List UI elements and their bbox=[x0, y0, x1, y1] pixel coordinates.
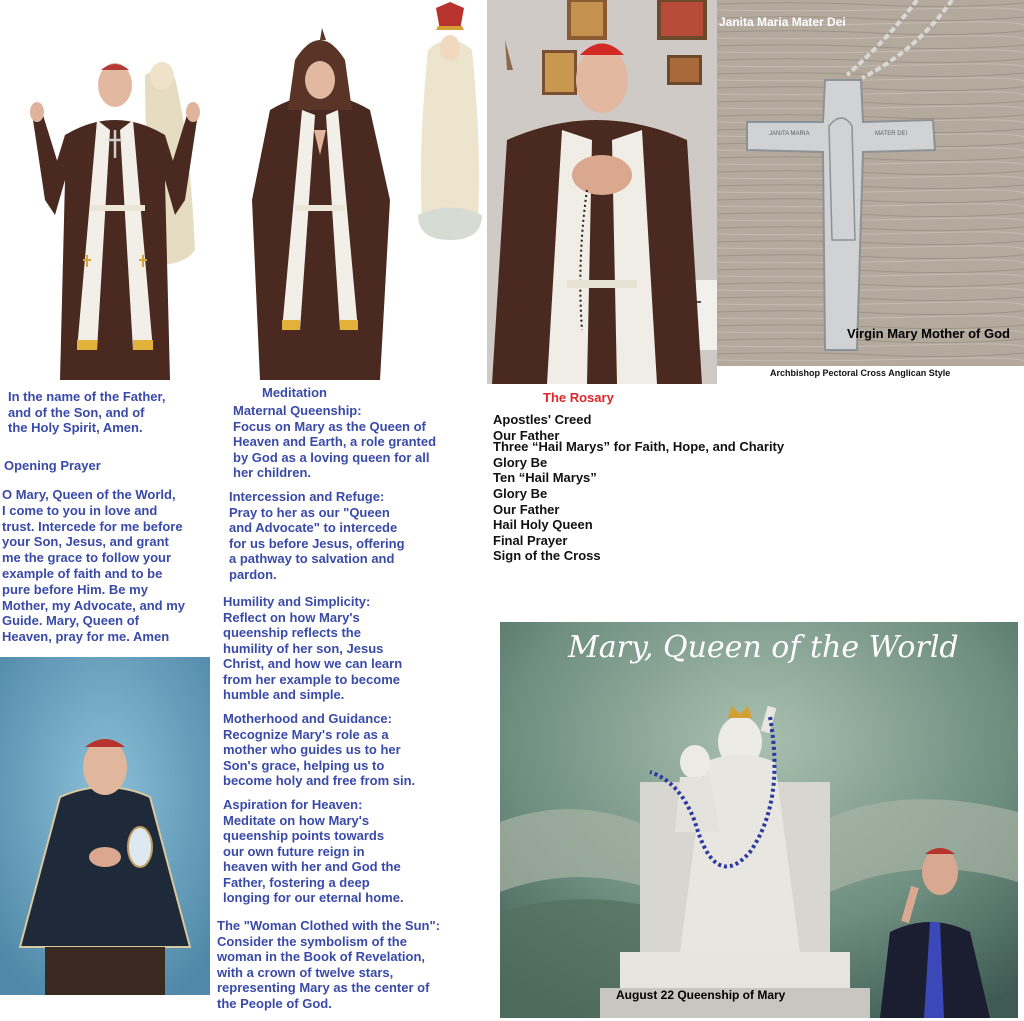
meditation-heading: Intercession and Refuge: bbox=[229, 489, 385, 504]
photo-priest-cape bbox=[0, 657, 210, 995]
opening-prayer-title: Opening Prayer bbox=[4, 458, 101, 473]
meditation-body: Consider the symbolism of the woman in the Book of Revelation, with a crown of twelve stars, representing Mary as the center of the People of God. bbox=[217, 933, 430, 1011]
mosaic-caption: August 22 Queenship of Mary bbox=[616, 988, 786, 1002]
meditation-section bbox=[233, 403, 463, 481]
rosary-step: Glory Be bbox=[493, 454, 548, 470]
meditation-body: Recognize Mary's role as a mother who guides us to her Son's grace, helping us to become holy and free from sin. bbox=[223, 726, 416, 788]
meditation-heading: Motherhood and Guidance: bbox=[223, 711, 392, 726]
meditation-section bbox=[223, 594, 453, 703]
meditation-body: Focus on Mary as the Queen of Heaven and Earth, a role granted by God as a loving queen for all her children. bbox=[233, 418, 437, 480]
meditation-section bbox=[223, 797, 463, 906]
cross-overlay-bottom: Virgin Mary Mother of God bbox=[847, 326, 1010, 341]
invocation-text: In the name of the Father, and of the Son, and of the Holy Spirit, Amen. bbox=[8, 389, 166, 435]
rosary-step: Sign of the Cross bbox=[493, 548, 601, 564]
cross-engraving-right: MATER DEI bbox=[875, 131, 908, 137]
rosary-steps bbox=[493, 412, 813, 564]
mosaic-title: Mary, Queen of the World bbox=[568, 630, 959, 665]
meditation-body: Meditate on how Mary's queenship points towards our own future reign in heaven with her and God the Father, fostering a deep longing for our eternal home. bbox=[223, 812, 404, 905]
photo-pectoral-cross bbox=[717, 0, 1024, 366]
meditation-body: Reflect on how Mary's queenship reflects the humility of her son, Jesus Christ, and how we can learn from her example to become humble and simple. bbox=[223, 609, 403, 702]
rosary-step: Ten “Hail Marys” bbox=[493, 470, 597, 486]
rosary-step: Hail Holy Queen bbox=[493, 517, 593, 533]
opening-prayer-text: O Mary, Queen of the World, I come to you in love and trust. Intercede for me before your Son, Jesus, and grant me the grace to follow your example of faith and to be pure before Him. Be my Mother, my Advocate, and my Guide. Mary, Queen of Heaven, pray for me. Amen bbox=[2, 487, 186, 645]
meditation-section bbox=[229, 489, 459, 582]
meditation-heading: Aspiration for Heaven: bbox=[223, 797, 363, 812]
rosary-step: Our Father bbox=[493, 427, 560, 443]
rosary-step: Apostles' Creed bbox=[493, 412, 592, 427]
meditation-section bbox=[223, 711, 463, 789]
photo-priest-with-rosary bbox=[487, 0, 717, 384]
meditation-heading: Humility and Simplicity: bbox=[223, 594, 371, 609]
meditation-body: Pray to her as our "Queen and Advocate" to intercede for us before Jesus, offering a pathway to salvation and pardon. bbox=[229, 504, 405, 582]
cross-engraving-left: JANITA MARIA bbox=[769, 131, 810, 137]
meditation-title: Meditation bbox=[262, 385, 327, 400]
photo-hooded-priest-statue bbox=[240, 0, 485, 380]
rosary-step: Three “Hail Marys” for Faith, Hope, and Charity bbox=[493, 439, 785, 455]
photo-priest-raised-hands bbox=[25, 50, 205, 380]
rosary-step: Glory Be bbox=[493, 485, 548, 501]
rosary-step: Final Prayer bbox=[493, 532, 568, 548]
rosary-title: The Rosary bbox=[543, 390, 614, 405]
meditation-heading: Maternal Queenship: bbox=[233, 403, 362, 418]
cross-caption: Archbishop Pectoral Cross Anglican Style bbox=[770, 368, 951, 378]
rosary-step: Our Father bbox=[493, 501, 560, 517]
photo-mosaic-queen bbox=[500, 622, 1018, 1018]
cross-overlay-top: Janita Maria Mater Dei bbox=[719, 15, 846, 29]
meditation-heading: The "Woman Clothed with the Sun": bbox=[217, 918, 440, 933]
meditation-section bbox=[217, 918, 492, 1011]
